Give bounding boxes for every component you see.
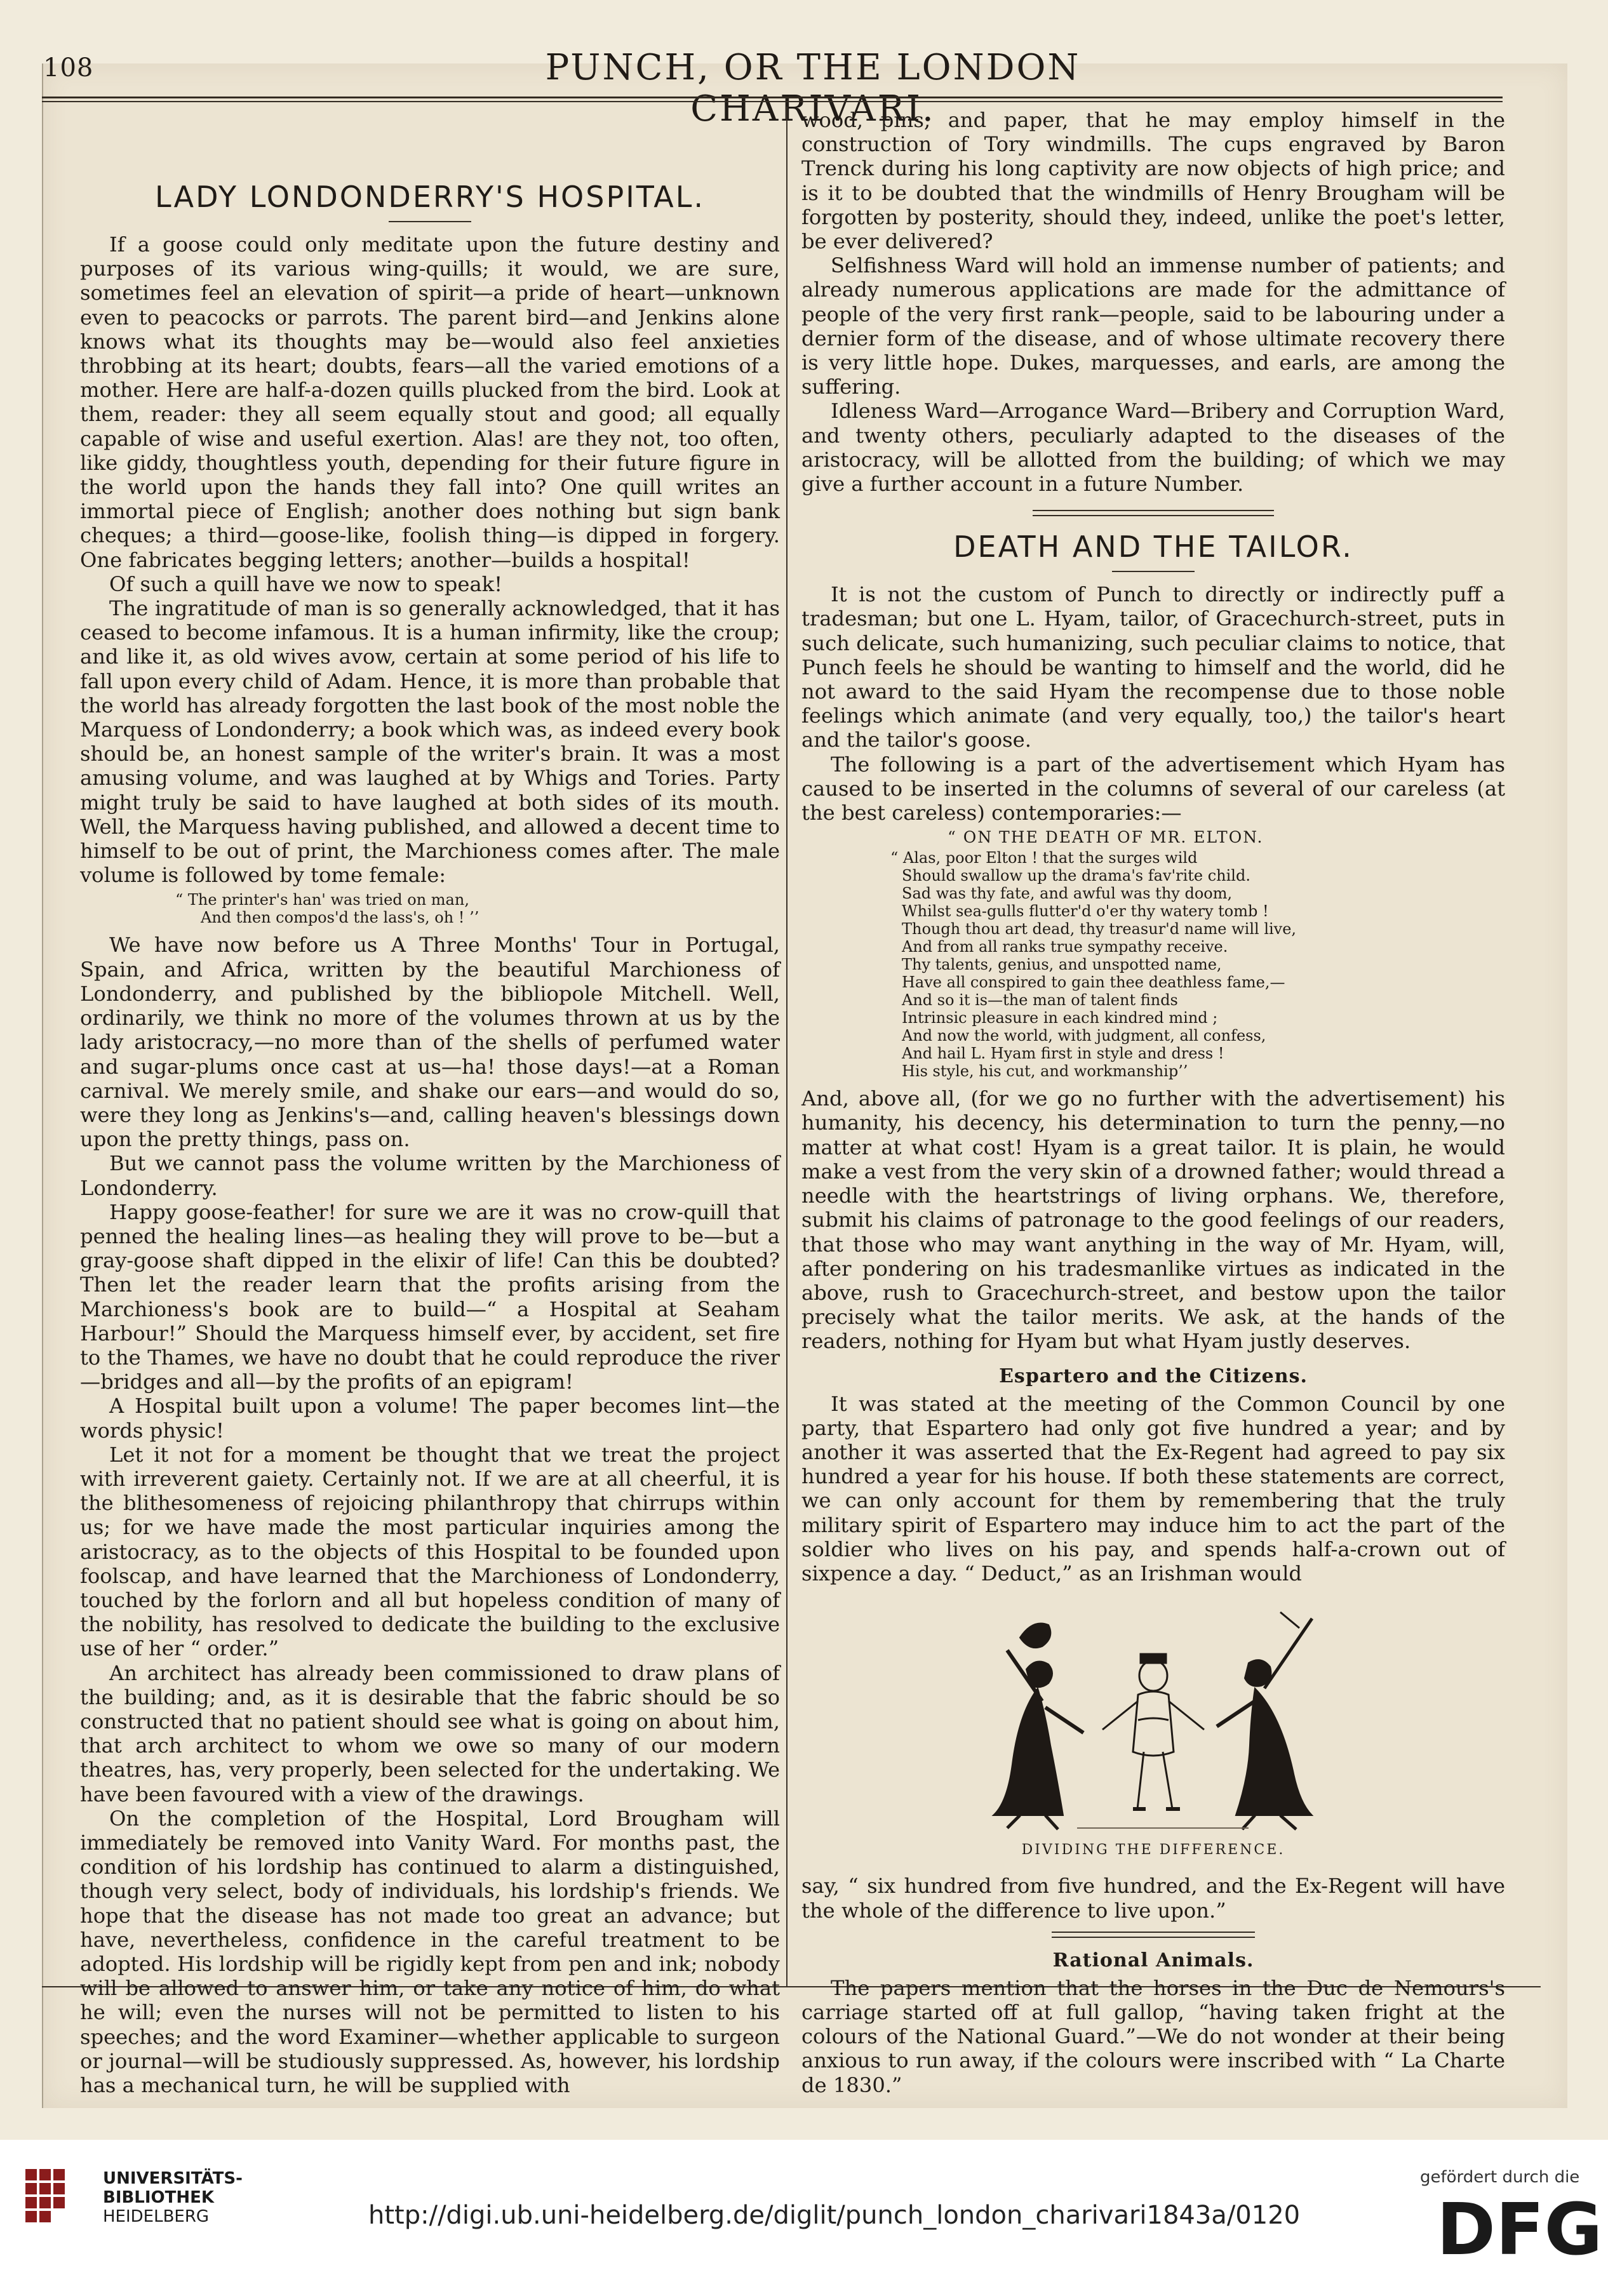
verse-line: “ The printer's han' was tried on man, [175,891,469,909]
verse-line: And so it is—the man of talent finds [902,991,1178,1010]
paragraph: Idleness Ward—Arrogance Ward—Bribery and Corruption Ward, and twenty others, peculiarly adapted to the diseases of the aristocracy, will be allotted from the building; of which we may give a further account in a future Number. [801,399,1505,497]
verse-line: And hail L. Hyam first in style and dress ! [902,1045,1224,1063]
dividing-the-difference-cartoon [982,1599,1325,1834]
library-name [103,2169,243,2226]
running-head-title: PUNCH, OR THE LONDON CHARIVARI. [545,47,1081,130]
library-name-line: UNIVERSITÄTS- [103,2169,243,2188]
paragraph: The ingratitude of man is so generally acknowledged, that it has ceased to become infamous. It is a human infirmity, like the croup; and like it, as old wives avow, certain at some period of his life to fall upon every child of Adam. Hence, it is more than probable that the world has already forgotten the last book of the most noble the Marquess of Londonderry; a book which was, as indeed every book should be, an honest sample of the writer's brain. It was a most amusing volume, and was laughed at by Whigs and Tories. Party might truly be said to have laughed at both sides of its mouth. Well, the Marquess having published, and allowed a decent time to himself to be out of print, the Marchioness comes after. The male volume is followed by tome female: [80,596,780,888]
heidelberg-library-logo-icon [23,2166,91,2230]
paragraph: A Hospital built upon a volume! The paper becomes lint—the words physic! [80,1394,780,1443]
section-double-rule [1052,1932,1255,1938]
header-rule [42,97,1503,102]
paragraph: And, above all, (for we go no further with the advertisement) his humanity, his decency, his determination to turn the penny,—no matter at what cost! Hyam is a great tailor. It is plain, he would make a vest from the very skin of a drowned father; would thread a needle with the heartstrings of living orphans. We, therefore, submit his claims of patronage to the good feelings of our readers, that those who may want anything in the way of Mr. Hyam, will, after pondering on his tradesmanlike virtues as indicated in the above, rush to Gracechurch-street, and bestow upon the tailor precisely what the tailor merits. We ask, at the hands of the readers, nothing for Hyam but what Hyam justly deserves. [801,1086,1505,1354]
article-heading-espartero: Espartero and the Citizens. [999,1365,1308,1387]
verse-line: Should swallow up the drama's fav'rite child. [902,867,1250,885]
paragraph: We have now before us A Three Months' Tour in Portugal, Spain, and Africa, written by the beautiful Marchioness of Londonderry, and published by the bibliopole Mitchell. Well, ordinarily, we think no more of the volumes thrown at us by the lady aristocracy,—no more than of the shells of perfumed water and sugar-plums once cast at us—ha! those days!—at a Roman carnival. We merely smile, and shake our ears—and would do so, were they long as Jenkins's—and, calling heaven's blessings down upon the pretty things, pass on. [80,933,780,1152]
verse-title: “ ON THE DEATH OF MR. ELTON. [948,828,1264,847]
article-heading-hospital: LADY LONDONDERRY'S HOSPITAL. [155,180,705,214]
dfg-logo-text: DFG [1437,2189,1603,2271]
heading-rule [389,221,471,222]
library-name-line: HEIDELBERG [103,2207,210,2226]
verse-line: And from all ranks true sympathy receive. [902,938,1228,956]
funding-note: gefördert durch die [1420,2168,1580,2187]
verse-line: Intrinsic pleasure in each kindred mind ; [902,1009,1218,1027]
verse-line: Thy talents, genius, and unspotted name, [902,956,1222,974]
paragraph: It is not the custom of Punch to directly or indirectly puff a tradesman; but one L. Hyam, tailor, of Gracechurch-street, puts in such delicate, such humanizing, such peculiar claims to notice, that Punch feels he should be wanting to himself and the world, did he not award to the said Hyam the recompense due to those noble feelings which animate (and very equally, too,) the tailor's heart and the tailor's goose. [801,582,1505,752]
column-divider [786,107,787,1986]
article-heading-tailor: DEATH AND THE TAILOR. [953,530,1353,564]
paragraph: On the completion of the Hospital, Lord Brougham will immediately be removed into Vanity Ward. For months past, the condition of his lordship has continued to alarm a distinguished, though very select, body of individuals, his lordship's friends. We hope that the disease has not made too great an advance; but have, nevertheless, confidence in the careful treatment to be adopted. His lordship will be rigidly kept from pen and ink; nobody will be allowed to answer him, or take any notice of him, do what he will; even the nurses will not be permitted to listen to his speeches; and the word Examiner—whether applicable to surgeon or journal—will be studiously suppressed. As, however, his lordship has a mechanical turn, he will be supplied with [80,1806,780,2098]
paragraph: say, “ six hundred from five hundred, and the Ex-Regent will have the whole of the difference to live upon.” [801,1874,1505,1923]
dfg-logo-icon [1437,2189,1603,2271]
verse-advertisement [801,829,1505,1080]
verse-line: Have all conspired to gain thee deathless fame,— [902,973,1285,992]
library-name-line: BIBLIOTHEK [103,2188,215,2207]
paragraph: Of such a quill have we now to speak! [109,571,503,596]
verse-line: Though thou art dead, thy treasur'd name will live, [902,920,1297,938]
verse-line: Whilst sea-gulls flutter'd o'er thy watery tomb ! [902,902,1269,921]
verse-line: Sad was thy fate, and awful was thy doom, [902,884,1233,903]
verse-quote [80,891,780,926]
paragraph: Selfishness Ward will hold an immense number of patients; and already numerous applications are made for the admittance of people of the very first rank—people, said to be labouring under a dernier form of the disease, and of whose ultimate recovery there is very little hope. Dukes, marquesses, and earls, are among the suffering. [801,253,1505,399]
right-column [801,108,1505,2097]
cartoon-caption: DIVIDING THE DIFFERENCE. [1021,1842,1285,1859]
paragraph: Let it not for a moment be thought that we treat the project with irreverent gaiety. Certainly not. If we are at all cheerful, it is the blithesomeness of rejoicing philanthropy that chirrups within us; for we have made the most particular inquiries among the aristocracy, as to the objects of this Hospital to be founded upon foolscap, and have learned that the Marchioness of Londonderry, touched by the forlorn and all but hopeless condition of many of the nobility, has resolved to dedicate the building to the exclusive use of her “ order.” [80,1442,780,1661]
paragraph: Happy goose-feather! for sure we are it was no crow-quill that penned the healing lines—as healing they will prove to be—but a gray-goose shaft dipped in the elixir of life! Can this be doubted? Then let the reader learn that the profits arising from the Marchioness's book are to build—“ a Hospital at Seaham Harbour!” Should the Marquess himself ever, by accident, set fire to the Thames, we have no doubt that he could reproduce the river—bridges and all—by the profits of an epigram! [80,1199,780,1394]
verse-line: And then compos'd the lass's, oh ! ’’ [201,909,479,927]
section-double-rule [1033,510,1274,516]
paragraph: The papers mention that the horses in the Duc de Nemours's carriage started off at full gallop, “having taken fright at the colours of the National Guard.”—We do not wonder at their being anxious to run away, if the colours were inscribed with “ La Charte de 1830.” [801,1975,1505,2097]
left-column [80,112,780,2097]
page-number: 108 [43,53,94,83]
source-url-link[interactable]: http://digi.ub.uni-heidelberg.de/diglit/punch_london_charivari1843a/0120 [368,2201,1301,2230]
paragraph: The following is a part of the advertisement which Hyam has caused to be inserted in the columns of several of our careless (at the best careless) contemporaries:— [801,752,1505,825]
article-heading-animals: Rational Animals. [1052,1949,1254,1972]
paragraph: If a goose could only meditate upon the future destiny and purposes of its various wing-quills; it would, we are sure, sometimes feel an elevation of spirit—a pride of heart—unknown even to peacocks or parrots. The parent bird—and Jenkins alone knows what its thoughts may be—would also feel anxieties throbbing at its heart; doubts, fears—all the varied emotions of a mother. Here are half-a-dozen quills plucked from the bird. Look at them, reader: they all seem equally stout and good; all equally capable of wise and useful exertion. Alas! are they not, too often, like giddy, thoughtless youth, depending for their future figure in the world upon the hands they fall into? One quill writes an immortal piece of English; another does nothing but sign bank cheques; a third—goose-like, foolish thing—is dipped in forgery. One fabricates begging letters; another—builds a hospital! [80,232,780,572]
paragraph: It was stated at the meeting of the Common Council by one party, that Espartero had only got five hundred a year; and by another it was asserted that the Ex-Regent had agreed to pay six hundred a year for his house. If both these statements are correct, we can only account for them by remembering that the truly military spirit of Espartero may induce him to act the part of the soldier who lives on his pay, and spends half-a-crown out of sixpence a day. “ Deduct,” as an Irishman would [801,1391,1505,1585]
paragraph: An architect has already been commissioned to draw plans of the building; and, as it is desirable that the fabric should be so constructed that no patient should see what is going on about him, that arch architect to whom we owe so many of our modern theatres, has, very properly, been selected for the undertaking. We have been favoured with a view of the drawings. [80,1660,780,1806]
verse-line: “ Alas, poor Elton ! that the surges wild [890,849,1198,867]
heading-rule [1112,571,1195,572]
verse-line: His style, his cut, and workmanship’’ [902,1062,1188,1081]
verse-line: And now the world, with judgment, all confess, [902,1027,1266,1045]
paragraph: wood, pins, and paper, that he may employ himself in the construction of Tory windmills. The cups engraved by Baron Trenck during his long captivity are now objects of high price; and is it to be doubted that the windmills of Henry Brougham will be forgotten by posterity, should they, indeed, unlike the poet's letter, be ever delivered? [801,108,1505,254]
paragraph: But we cannot pass the volume written by the Marchioness of Londonderry. [80,1151,780,1200]
